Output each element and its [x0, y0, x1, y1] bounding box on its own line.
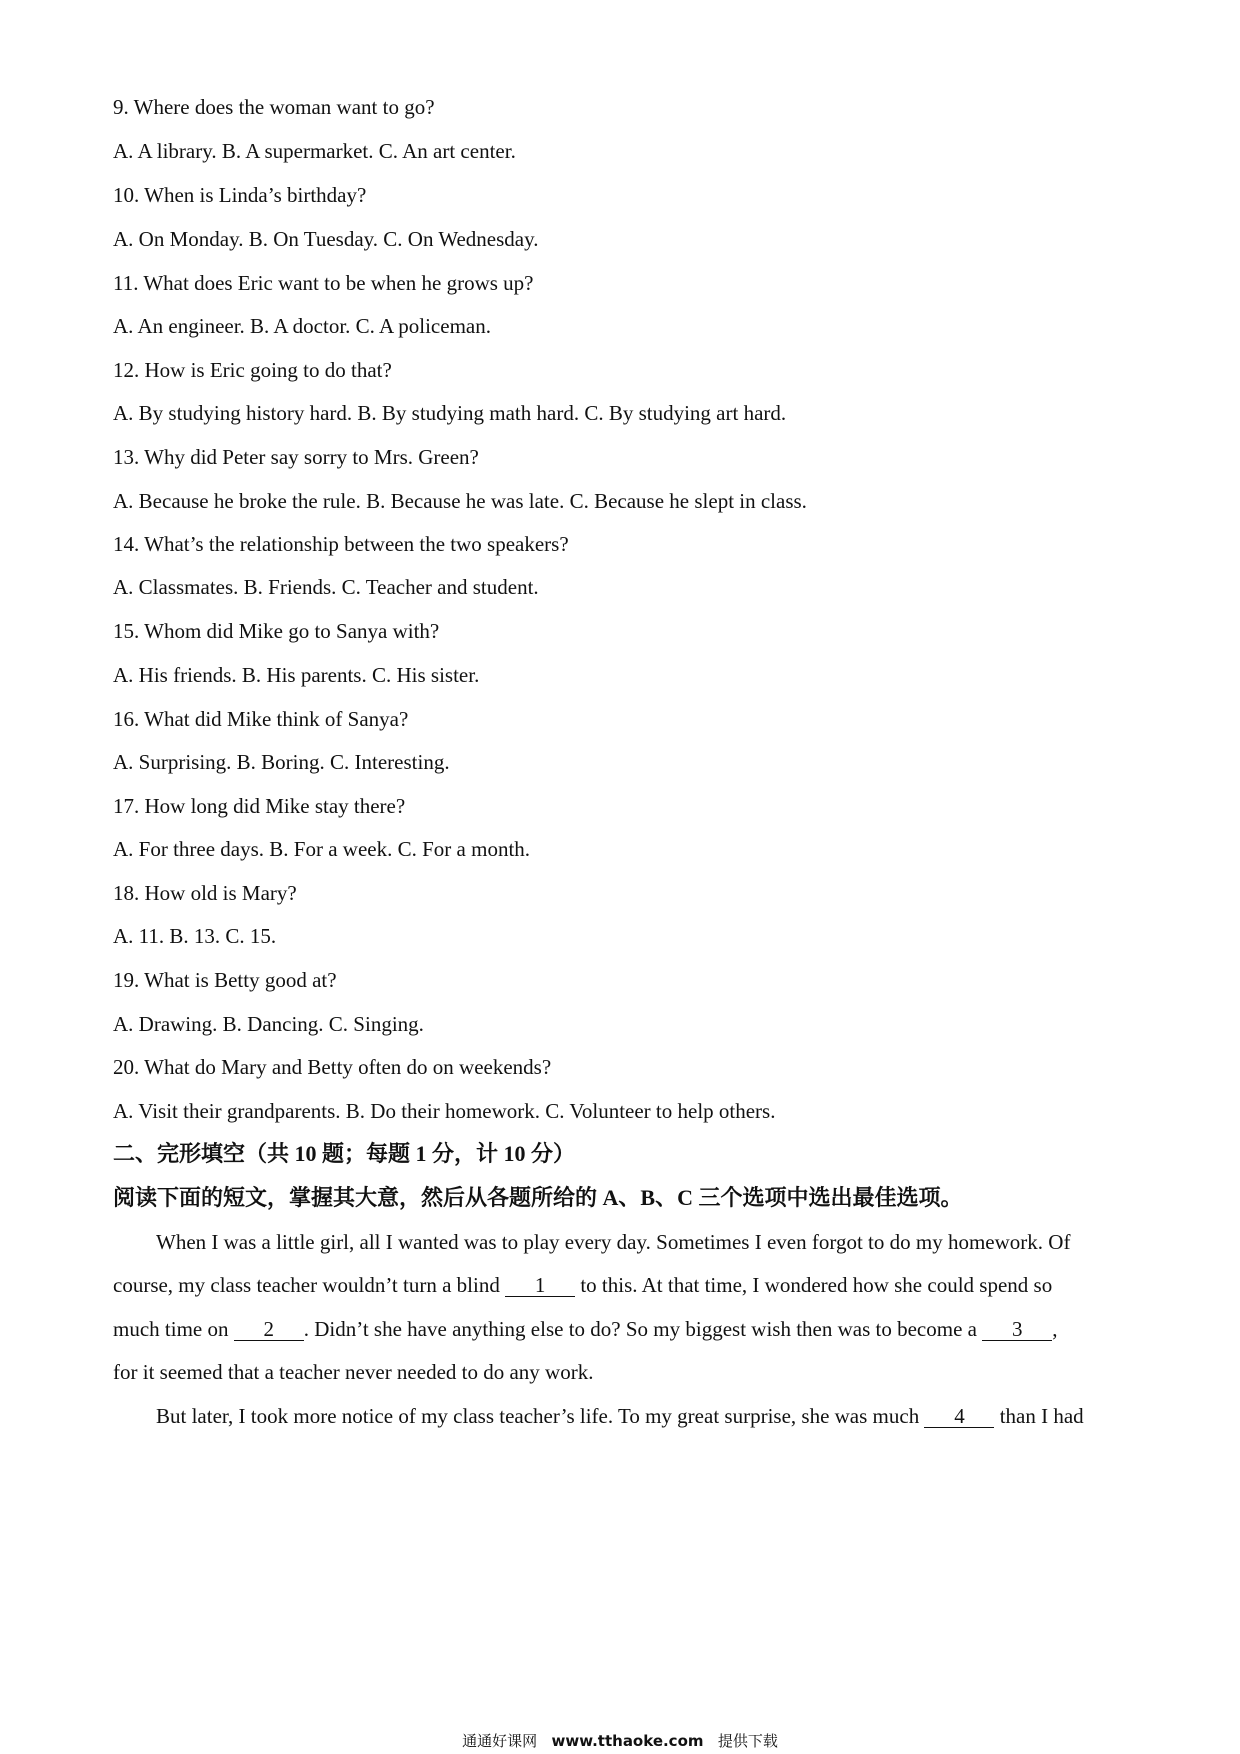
- passage-text: to this. At that time, I wondered how she could spend so: [575, 1273, 1053, 1297]
- passage-text: But later, I took more notice of my class teacher’s life. To my great surprise, she was much: [156, 1404, 925, 1428]
- passage-text: . Didn’t she have anything else to do? So my biggest wish then was to become a: [303, 1317, 983, 1341]
- options-11: A. An engineer. B. A doctor. C. A policeman.: [113, 314, 491, 338]
- options-20: A. Visit their grandparents. B. Do their homework. C. Volunteer to help others.: [113, 1099, 776, 1123]
- blank-3: 3: [982, 1318, 1052, 1341]
- question-19: 19. What is Betty good at?: [113, 968, 337, 992]
- question-18: 18. How old is Mary?: [113, 881, 297, 905]
- footer-site-name: 通通好课网: [462, 1732, 538, 1750]
- passage-text: ,: [1052, 1317, 1058, 1341]
- options-19: A. Drawing. B. Dancing. C. Singing.: [113, 1012, 424, 1036]
- passage-text: much time on: [113, 1317, 234, 1341]
- options-14: A. Classmates. B. Friends. C. Teacher and student.: [113, 575, 539, 599]
- options-10: A. On Monday. B. On Tuesday. C. On Wednesday.: [113, 227, 539, 251]
- blank-4: 4: [924, 1405, 994, 1428]
- options-9: A. A library. B. A supermarket. C. An art center.: [113, 139, 516, 163]
- footer-url[interactable]: www.tthaoke.com: [551, 1732, 704, 1750]
- section-2-title: 二、完形填空（共 10 题；每题 1 分，计 10 分）: [113, 1141, 576, 1166]
- question-10: 10. When is Linda’s birthday?: [113, 183, 367, 207]
- passage-text: than I had: [994, 1404, 1084, 1428]
- question-17: 17. How long did Mike stay there?: [113, 794, 406, 818]
- question-13: 13. Why did Peter say sorry to Mrs. Green?: [113, 445, 479, 469]
- page-footer: [0, 1732, 1240, 1750]
- options-18: A. 11. B. 13. C. 15.: [113, 924, 277, 948]
- question-15: 15. Whom did Mike go to Sanya with?: [113, 619, 440, 643]
- question-16: 16. What did Mike think of Sanya?: [113, 707, 409, 731]
- options-15: A. His friends. B. His parents. C. His sister.: [113, 663, 480, 687]
- passage-line-1: When I was a little girl, all I wanted was to play every day. Sometimes I even forgot to do my homework. Of: [156, 1230, 1071, 1254]
- passage-line-5: [156, 1403, 1176, 1429]
- question-14: 14. What’s the relationship between the two speakers?: [113, 532, 569, 556]
- passage-text: course, my class teacher wouldn’t turn a blind: [113, 1273, 506, 1297]
- footer-note: 提供下载: [717, 1732, 778, 1750]
- options-12: A. By studying history hard. B. By studying math hard. C. By studying art hard.: [113, 401, 787, 425]
- question-11: 11. What does Eric want to be when he grows up?: [113, 271, 534, 295]
- options-16: A. Surprising. B. Boring. C. Interesting.: [113, 750, 450, 774]
- question-20: 20. What do Mary and Betty often do on weekends?: [113, 1055, 552, 1079]
- passage-line-2: [113, 1272, 1133, 1298]
- blank-2: 2: [234, 1318, 304, 1341]
- options-17: A. For three days. B. For a week. C. For a month.: [113, 837, 531, 861]
- question-9: 9. Where does the woman want to go?: [113, 95, 435, 119]
- question-12: 12. How is Eric going to do that?: [113, 358, 392, 382]
- passage-line-3: [113, 1316, 1133, 1342]
- section-2-instruction: 阅读下面的短文，掌握其大意，然后从各题所给的 A、B、C 三个选项中选出最佳选项。: [113, 1185, 963, 1210]
- options-13: A. Because he broke the rule. B. Because he was late. C. Because he slept in class.: [113, 489, 807, 513]
- passage-line-4: for it seemed that a teacher never needed to do any work.: [113, 1360, 594, 1384]
- blank-1: 1: [505, 1274, 575, 1297]
